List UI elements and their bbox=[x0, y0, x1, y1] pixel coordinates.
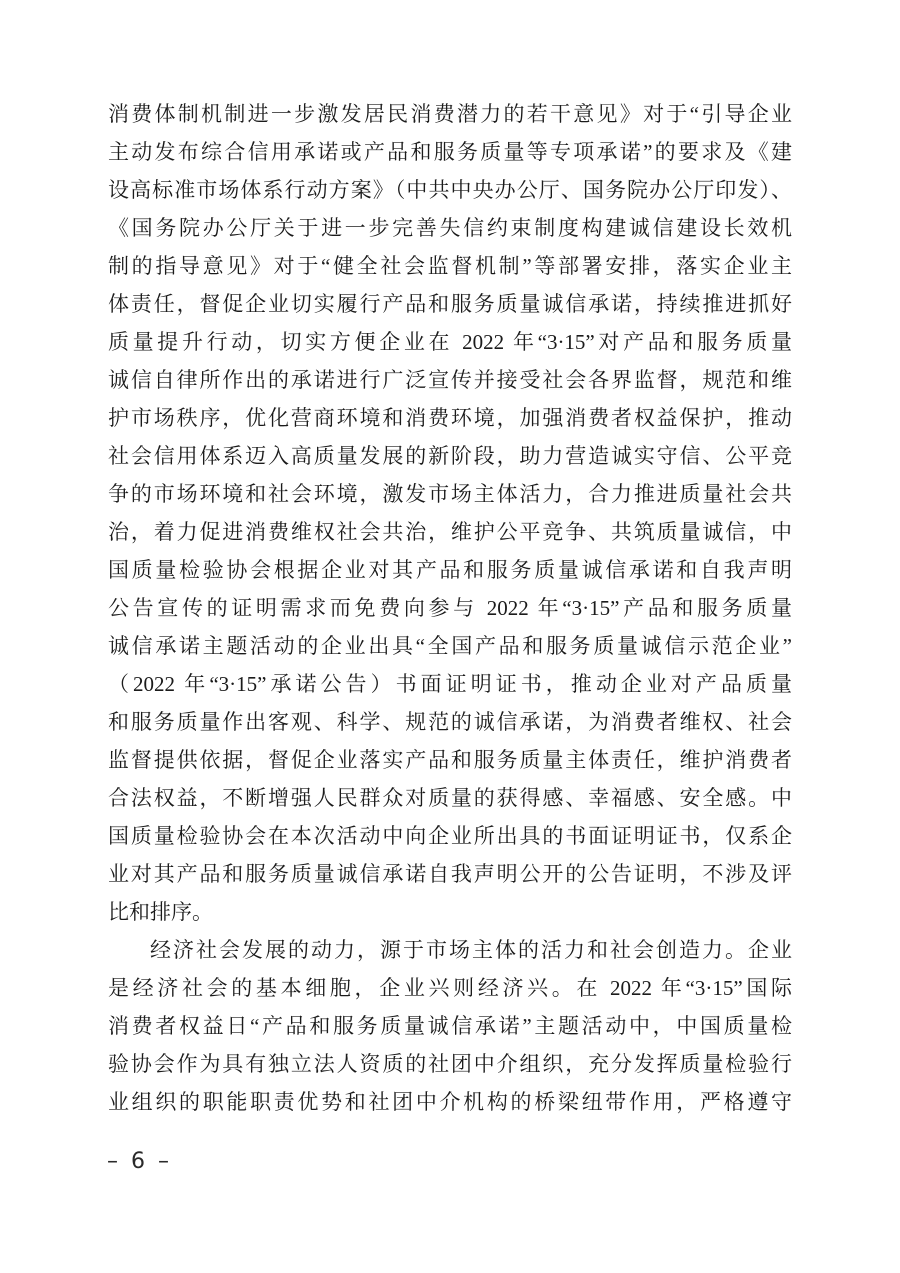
text-line: 治，着力促进消费维权社会共治，维护公平竞争、共筑质量诚信，中 bbox=[108, 520, 792, 544]
text-line: 主动发布综合信用承诺或产品和服务质量等专项承诺”的要求及《建 bbox=[108, 140, 792, 164]
text-line: 公告宣传的证明需求而免费向参与 2022 年“3·15”产品和服务质量 bbox=[108, 596, 792, 620]
text-line: 验协会作为具有独立法人资质的社团中介组织，充分发挥质量检验行 bbox=[108, 1052, 792, 1076]
text-line: 比和排序。 bbox=[108, 900, 213, 924]
text-line: 设高标准市场体系行动方案》（中共中央办公厅、国务院办公厅印发）、 bbox=[108, 178, 792, 202]
text-line: 合法权益，不断增强人民群众对质量的获得感、幸福感、安全感。中 bbox=[108, 786, 792, 810]
text-line: 制的指导意见》对于“健全社会监督机制”等部署安排，落实企业主 bbox=[108, 254, 792, 278]
text-line: 国质量检验协会根据企业对其产品和服务质量诚信承诺和自我声明 bbox=[108, 558, 792, 582]
text-line: 诚信自律所作出的承诺进行广泛宣传并接受社会各界监督，规范和维 bbox=[108, 368, 792, 392]
text-line: 是经济社会的基本细胞，企业兴则经济兴。在 2022 年“3·15”国际 bbox=[108, 976, 792, 1000]
paragraph-1 bbox=[108, 95, 792, 931]
text-line: 《国务院办公厅关于进一步完善失信约束制度构建诚信建设长效机 bbox=[108, 216, 792, 240]
text-line: 业对其产品和服务质量诚信承诺自我声明公开的公告证明，不涉及评 bbox=[108, 862, 792, 886]
text-line: 争的市场环境和社会环境，激发市场主体活力，合力推进质量社会共 bbox=[108, 482, 792, 506]
text-line: 社会信用体系迈入高质量发展的新阶段，助力营造诚实守信、公平竞 bbox=[108, 444, 792, 468]
text-line: 业组织的职能职责优势和社团中介机构的桥梁纽带作用，严格遵守 bbox=[108, 1090, 792, 1114]
page-footer bbox=[107, 1149, 172, 1174]
text-line: 诚信承诺主题活动的企业出具“全国产品和服务质量诚信示范企业” bbox=[108, 634, 792, 658]
text-line: 监督提供依据，督促企业落实产品和服务质量主体责任，维护消费者 bbox=[108, 748, 792, 772]
text-line: 国质量检验协会在本次活动中向企业所出具的书面证明证书，仅系企 bbox=[108, 824, 792, 848]
text-line: 和服务质量作出客观、科学、规范的诚信承诺，为消费者维权、社会 bbox=[108, 710, 792, 734]
text-line: 消费体制机制进一步激发居民消费潜力的若干意见》对于“引导企业 bbox=[108, 102, 792, 126]
text-line: 经济社会发展的动力，源于市场主体的活力和社会创造力。企业 bbox=[150, 938, 792, 962]
text-line: 体责任，督促企业切实履行产品和服务质量诚信承诺，持续推进抓好 bbox=[108, 292, 792, 316]
page-number: – 6 – bbox=[107, 1149, 172, 1174]
paragraph-2 bbox=[108, 931, 792, 1121]
text-line: （2022 年“3·15”承诺公告）书面证明证书，推动企业对产品质量 bbox=[108, 672, 792, 696]
text-line: 质量提升行动，切实方便企业在 2022 年“3·15”对产品和服务质量 bbox=[108, 330, 792, 354]
text-line: 消费者权益日“产品和服务质量诚信承诺”主题活动中，中国质量检 bbox=[108, 1014, 792, 1038]
text-line: 护市场秩序，优化营商环境和消费环境，加强消费者权益保护，推动 bbox=[108, 406, 792, 430]
document-body bbox=[108, 95, 792, 1121]
